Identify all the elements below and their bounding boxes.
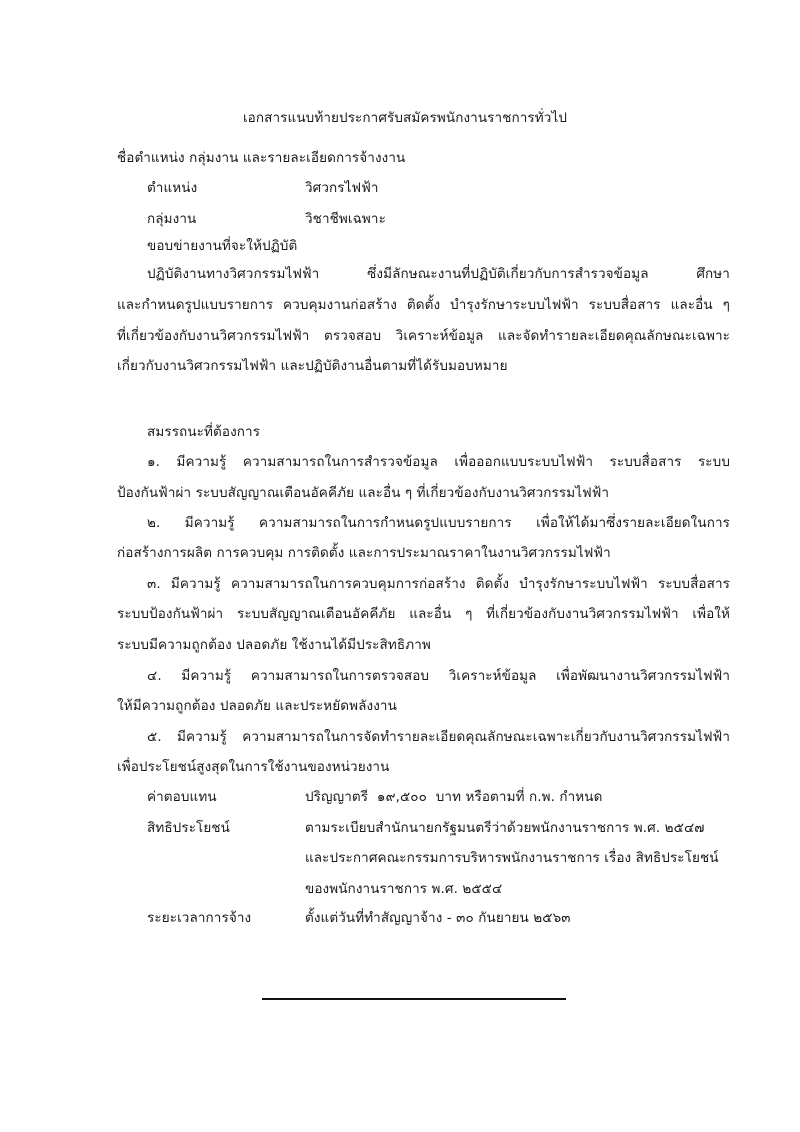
competency-item-1: ๑. มีความรู้ ความสามารถในการสำรวจข้อมูล เพื่อออกแบบระบบไฟฟ้า ระบบสื่อสาร ระบบ <box>147 454 730 470</box>
benefits-label: สิทธิประโยชน์ <box>147 820 231 836</box>
scope-line: ที่เกี่ยวข้องกับงานวิศวกรรมไฟฟ้า ตรวจสอบ วิเคราะห์ข้อมูล และจัดทำรายละเอียดคุณลักษณะเฉพาะ <box>117 328 730 344</box>
scope-line: และกำหนดรูปแบบรายการ ควบคุมงานก่อสร้าง ติดตั้ง บำรุงรักษาระบบไฟฟ้า ระบบสื่อสาร และอื่น ๆ <box>117 297 730 313</box>
benefits-line: ตามระเบียบสำนักนายกรัฐมนตรีว่าด้วยพนักงานราชการ พ.ศ. ๒๕๔๗ <box>305 820 705 836</box>
competency-item-3: ๓. มีความรู้ ความสามารถในการควบคุมการก่อสร้าง ติดตั้ง บำรุงรักษาระบบไฟฟ้า ระบบสื่อสาร <box>147 576 730 592</box>
competency-item-1-cont: ป้องกันฟ้าผ่า ระบบสัญญาณเตือนอัคคีภัย และอื่น ๆ ที่เกี่ยวข้องกับงานวิศวกรรมไฟฟ้า <box>117 485 610 501</box>
compensation-value: ปริญญาตรี ๑๙,๕๐๐ บาท หรือตามที่ ก.พ. กำหนด <box>305 789 603 805</box>
document-title: เอกสารแนบท้ายประกาศรับสมัครพนักงานราชการทั่วไป <box>242 110 568 126</box>
competencies-heading: สมรรถนะที่ต้องการ <box>147 424 261 440</box>
scope-heading: ขอบข่ายงานที่จะให้ปฏิบัติ <box>147 238 298 254</box>
scope-line: เกี่ยวกับงานวิศวกรรมไฟฟ้า และปฏิบัติงานอื่นตามที่ได้รับมอบหมาย <box>117 358 508 374</box>
job-group-value: วิชาชีพเฉพาะ <box>305 211 386 227</box>
job-group-label: กลุ่มงาน <box>147 211 197 227</box>
competency-item-4: ๔. มีความรู้ ความสามารถในการตรวจสอบ วิเคราะห์ข้อมูล เพื่อพัฒนางานวิศวกรรมไฟฟ้า <box>147 668 730 684</box>
benefits-line: ของพนักงานราชการ พ.ศ. ๒๕๕๔ <box>305 881 503 897</box>
position-value: วิศวกรไฟฟ้า <box>305 180 379 196</box>
benefits-line: และประกาศคณะกรรมการบริหารพนักงานราชการ เรื่อง สิทธิประโยชน์ <box>305 850 719 866</box>
competency-item-3-cont: ระบบป้องกันฟ้าผ่า ระบบสัญญาณเตือนอัคคีภัย และอื่น ๆ ที่เกี่ยวข้องกับงานวิศวกรรมไฟฟ้า เพื่อให้ <box>117 606 730 622</box>
competency-item-5: ๕. มีความรู้ ความสามารถในการจัดทำรายละเอียดคุณลักษณะเฉพาะเกี่ยวกับงานวิศวกรรมไฟฟ้า <box>147 729 730 745</box>
scope-line: ปฏิบัติงานทางวิศวกรรมไฟฟ้า ซึ่งมีลักษณะงานที่ปฏิบัติเกี่ยวกับการสำรวจข้อมูล ศึกษา <box>147 266 730 282</box>
employment-period-label: ระยะเวลาการจ้าง <box>147 910 252 926</box>
end-divider <box>262 998 566 1000</box>
compensation-label: ค่าตอบแทน <box>147 789 217 805</box>
position-label: ตำแหน่ง <box>147 180 198 196</box>
competency-item-2: ๒. มีความรู้ ความสามารถในการกำหนดรูปแบบรายการ เพื่อให้ได้มาซึ่งรายละเอียดในการ <box>147 515 730 531</box>
competency-item-2-cont: ก่อสร้างการผลิต การควบคุม การติดตั้ง และการประมาณราคาในงานวิศวกรรมไฟฟ้า <box>117 545 611 561</box>
competency-item-5-cont: เพื่อประโยชน์สูงสุดในการใช้งานของหน่วยงาน <box>117 759 390 775</box>
section-heading: ชื่อตำแหน่ง กลุ่มงาน และรายละเอียดการจ้างงาน <box>117 150 406 166</box>
competency-item-4-cont: ให้มีความถูกต้อง ปลอดภัย และประหยัดพลังงาน <box>117 698 397 714</box>
competency-item-3-cont: ระบบมีความถูกต้อง ปลอดภัย ใช้งานได้มีประสิทธิภาพ <box>117 637 431 653</box>
employment-period-value: ตั้งแต่วันที่ทำสัญญาจ้าง - ๓๐ กันยายน ๒๕๖๓ <box>305 910 571 926</box>
